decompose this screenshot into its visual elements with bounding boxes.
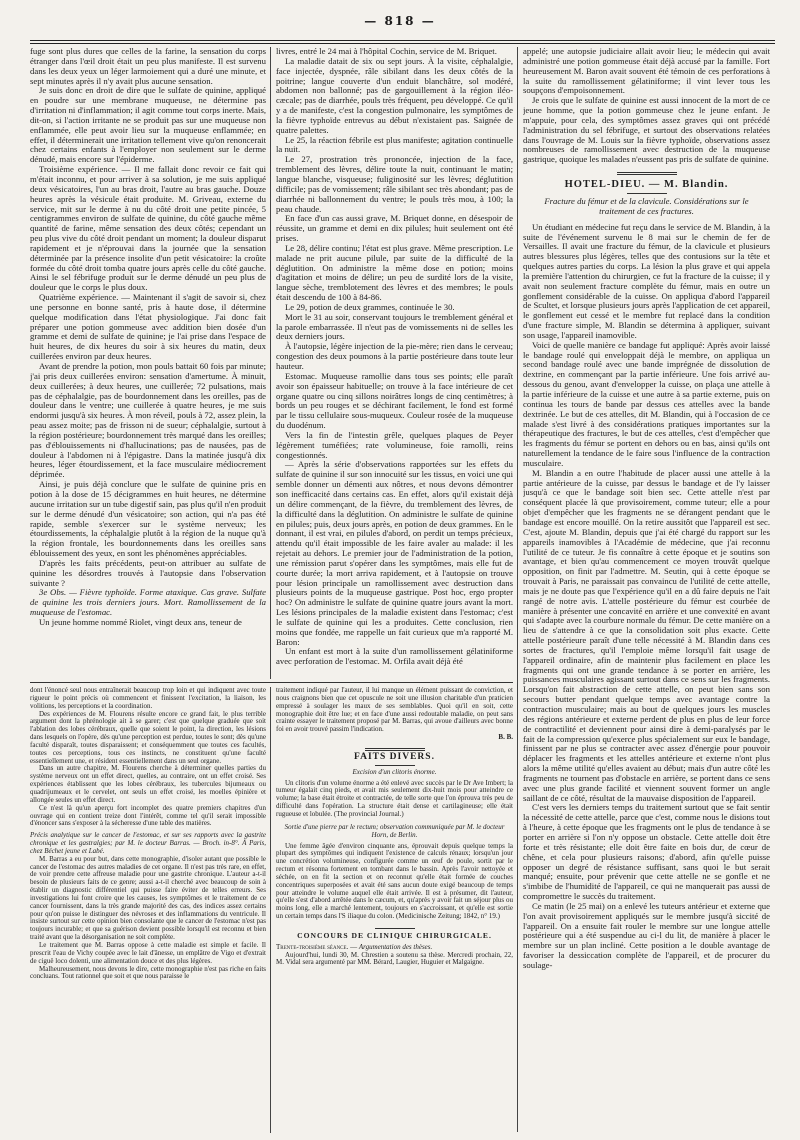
- concours-session: Trente-troisième séance.: [276, 942, 349, 951]
- paragraph: Malheureusement, nous devons le dire, cette monographie n'est pas riche en faits concluans. Tout rationnel que soit et que nous paraisse le: [30, 964, 266, 981]
- concours-subject: Argumentation des thèses.: [358, 942, 433, 951]
- paragraph: Aujourd'hui, lundi 30, M. Chrestien a soutenu sa thèse. Mercredi prochain, 22, M. Vidal sera argumenté par MM. Bérard, Laugier, Huguier et Malgaigne.: [276, 950, 513, 967]
- section-rule: [30, 682, 513, 683]
- sortie-title: Sortie d'une pierre par le rectum; observation communiquée par M. le docteur Horn, de Berlin.: [284, 822, 505, 839]
- paragraph: fuge sont plus dures que celles de la farine, la sensation du corps étranger dans l'œil droit était un peu plus manifeste. Il est survenu dans les deux yeux un léger larmoiement qui a duré une minute, et sept minutes après il n'y avait plus aucune sensation.: [30, 47, 266, 86]
- paragraph: Le 29, potion de deux grammes, continuée le 30.: [285, 301, 455, 312]
- paragraph: D'après les faits précédents, peut-on attribuer au sulfate de quinine les désordres trouvés à l'autopsie dans l'observation suivante ?: [30, 557, 266, 588]
- paragraph: Quatrième expérience. — Maintenant il s'agit de savoir si, chez une personne en bonne santé, pris à haute dose, il détermine quelque modification dans l'état physiologique. J'ai donc fait préparer une potion gommeuse avec addition bien dosée d'un gramme et demi de sulfate de quinine; je l'ai prise dans l'espace de huit heures, de dix heures du soir à six heures du matin, deux cuillerées environ par deux heures.: [30, 292, 266, 362]
- header-rule: [30, 40, 775, 41]
- paragraph: Des expériences de M. Flourens résulte encore ce grand fait, le plus terrible argument dont la phrénologie ait à se garer; c'est que quelque graduée que soit l'ablation des lobes cérébraux, quelle que soient le point, la direction, les lésions dans lesquels on l'opère, dès qu'une perception est perdue, toutes le sont; dès qu'une faculté disparaît, toutes disparaissent; et conséquemment que toutes ces facultés, toutes ces perceptions, tous ces instincts, ne constituent qu'une faculté essentiellement une, et résident essentiellement dans un seul organe.: [30, 709, 266, 765]
- paragraph: En face d'un cas aussi grave, M. Briquet donne, en désespoir de réussite, un gramme et demi en dix pilules; huit seulement ont été prises.: [276, 213, 513, 244]
- paragraph: Estomac. Muqueuse ramollie dans tous ses points; elle paraît avoir son épaisseur habituelle; on trouve à la face intérieure de cet organe quatre ou cinq sillons noirâtres longs de cinq centimètres; à bords un peu rouges et se déchirant facilement, le fond est formé par le tissu cellulaire sous-muqueux. Couleur rosée de la muqueuse du duodénum.: [276, 370, 513, 431]
- paragraph: Mort le 31 au soir, conservant toujours le tremblement général et la parole embarrassée. Il n'eut pas de vomissements ni de selles les deux derniers jours.: [276, 311, 513, 342]
- paragraph: dont l'énoncé seul nous entraînerait beaucoup trop loin et qui indiquent avec toute rigueur le point précis où commencent et finissent l'excitation, la liaison, les volitions, les perceptions et la coordination.: [30, 687, 266, 710]
- paragraph: — Après la série d'observations rapportées sur les effets du sulfate de quinine il sur son innocuité sur les tissus, en voici une qui semble donner un démenti aux nôtres, et nous devons démontrer son inefficacité dans certains cas. En effet, alors qu'il existait déjà un délire commençant, de la fièvre, du tremblement des lèvres, de la difficulté dans la déglutition. On administre le sulfate de quinine en pilules; puis, deux jours après, en potion de deux grammes. En le donnant, il est vrai, en pilules d'abord, on perdit un temps précieux, attendu qu'il était impossible de les faire avaler au malade: il les rejetait au dehors. Le premier jour de l'administration de la potion, une rémission parut s'opérer dans les symptômes, mais elle fut de courte durée; la mort arriva rapidement, et à l'autopsie on trouve pour lésion principale un ramollissement avec destruction dans plusieurs points de la muqueuse gastrique. Post hoc, ergo propter hoc? On administre le sulfate de quinine quatre jours avant la mort. Les lésions principales de la maladie existent dans l'estomac; c'est le sulfate de quinine qui les a produites. Cette conclusion, rien moins que fondée, me rappelle un fait curieux que m'a rapporté M. Baron:: [276, 459, 513, 647]
- paragraph: La maladie datait de six ou sept jours. À la visite, céphalalgie, face injectée, dyspnée, râle sibilant dans les deux côtés de la poitrine; langue couverte d'un enduit blanchâtre, sol modéré, abdomen non ballonné; pas de gargouillement à la région iléo-cæcale; pas de diarrhée, pouls très fréquent, peu développé. Ce qu'il y a de manifeste, c'est la congestion pulmonaire, les symptômes de la fièvre typhoïde entrevus au début n'existaient pas. Saignée de quatre palettes.: [276, 55, 513, 135]
- paragraph: Troisième expérience. — Il me fallait donc revoir ce fait qui m'était inconnu, et pour arriver à sa solution, je me suis appliqué deux vésicatoires, l'un au bras droit, l'autre au bras gauche. Douze heures après la vésicule était produite. M. Griveau, externe du service, mit sur le derme à nu du côté droit une petite pincée, 5 centigrammes environ de sulfate de quinine, du côté gauche même quantité de farine, même sensation des deux côtés; cependant un peu plus vive du côté droit pendant un moment; la douleur disparut rapidement et je n'éprouvai dans la journée que la sensation déterminée par la présence insolite d'un petit vésicatoire: la croûte formée du côté droit tomba quatre jours après celle du côté gauche. Ainsi le sel fébrifuge produit sur le derme dénudé un peu plus de douleur que le corps le plus doux.: [30, 164, 266, 293]
- faits-divers-heading: FAITS DIVERS.: [354, 751, 435, 762]
- hotel-dieu-subtitle: Fracture du fémur et de la clavicule. Considérations sur le traitement de ces fractures.: [544, 195, 749, 216]
- paragraph: Un clitoris d'un volume énorme a été enlevé avec succès par le Dr Ave Imbert; la tumeur égalait cinq pieds, et avait mis seulement dix-huit mois pour atteindre ce volume; la base était étroite et contractée, de telle sorte que l'on éprouva très peu de difficulté dans l'opération. La structure était dense et cartilagineuse; elle était rugueuse et lobulée. (The provincial Journal.): [276, 778, 513, 818]
- column-2-lower: traitement indiqué par l'auteur, il lui manque un élément puissant de conviction, et nous craignons bien que cet opuscule ne soit une illusion charitable d'un praticien empressé à soulager les maux de ses semblables. Quoi qu'il en soit, cette monographie doit être lue; et en face d'une aussi redoutable maladie, on peut sans crainte essayer le traitement proposé par M. Barras, qui avoue d'ailleurs avec bonne foi en avoir trouvé passim l'indication. B. B. FAITS DIVERS. Excision d'un clitoris énorme. Un clitoris d'un volume énorme a été enlevé avec succès par le Dr Ave Imbert; la tumeur égalait cinq pieds, et avait mis seulement dix-huit mois pour atteindre ce volume; la base était étroite et contractée, de telle sorte que l'on éprouva très peu de difficulté dans l'opération. La structure était dense et cartilagineuse; elle était rugueuse et lobulée. (The provincial Journal.) Sortie d'une pierre par le rectum; observation communiquée par M. le docteur Horn, de Berlin. Une femme âgée d'environ cinquante ans, éprouvait depuis quelque temps la plupart des symptômes qui indiquent l'existence de calculs rénaux; lorsqu'un jour une concrétion volumineuse, configurée comme un œuf de poule, sortit par le rectum et résonna fortement en tombant dans le bassin. Après l'avoir nettoyée et séchée, on en fit la section et on reconnut qu'elle était formée de couches concentriques superposées et avait été sans aucun doute exigé beaucoup de temps pour atteindre le volume auquel elle était arrivée. Il est à présumer, dit l'auteur, qu'elle s'est d'abord arrêtée dans le cæcum, et, qu'après y avoir fait un séjour plus ou moins long, elle a marché lentement, toujours en s'accroissant, et qu'elle est sortie un certain temps dans l'S iliaque du colon. (Medicinische Zeitung; 1842, n° 19.) CONCOURS DE CLINIQUE CHIRURGICALE. Trente-troisième séance. — Argumentation des thèses. Aujourd'hui, lundi 30, M. Chrestien a soutenu sa thèse. Mercredi prochain, 22, M. Vidal sera argumenté par MM. Bérard, Laugier, Huguier et Malgaigne.: [276, 687, 513, 967]
- paragraph: Voici de quelle manière ce bandage fut appliqué: Après avoir laissé le bandage roulé qui enveloppait déjà le membre, on appliqua un second bandage roulé avec une bande imprégnée de dissolution de dextrine, en commençant par la partie inférieure. Une fois arrivé au-dessous du genou, avant d'envelopper la cuisse, on plaça une attelle à la partie inférieure de la cuisse et une autre à sa partie externe, puis on continua les tours de bande par dessus ces attelles avec la bande dextrinée. Le but de ces attelles, dit M. Blandin, qui à l'occasion de ce malade s'est livré à des considérations pratiques importantes sur la thérapeutique des fractures, le but de ces attelles, c'est d'empêcher que les fragments du fémur se portent en dehors ou en bas, ainsi qu'ils ont naturellement la tendance de le faire sous l'influence de la contraction musculaire.: [523, 339, 770, 468]
- paragraph: Dans un autre chapitre, M. Flourens cherche à déterminer quelles parties du système nerveux ont un effet direct, quelles, au contraire, ont un effet croisé. Ses expériences établissent que les lobes cérébraux, les tubercules bijumeaux ou quadrijumeaux et le cervelet, ont seuls un effet croisé, les moelles épinière et allongée seules un effet direct.: [30, 764, 266, 804]
- book-review-title: Précis analytique sur le cancer de l'estomac, et sur ses rapports avec la gastrite chronique et les gastralgies; par M. le docteur Barras. — Broch. in-8°. À Paris, chez Béchet jeune et Labé.: [30, 831, 266, 855]
- column-3: [523, 47, 770, 1133]
- paragraph: Je crois que le sulfate de quinine est aussi innocent de la mort de ce jeune homme, que la potion gommeuse chez le jeune enfant. Je m'appuie, pour cela, des symptômes assez graves qui ont précédé l'administration du sel fébrifuge, et surtout des observations relatées dans l'ouvrage de M. Louis sur la fièvre typhoïde, observations assez nombreuses de ramollissement avec destruction de la muqueuse gastrique, quoique les malades n'eussent pas pris de sulfate de quinine.: [523, 95, 770, 165]
- paragraph: appelé; une autopsie judiciaire allait avoir lieu; le médecin qui avait administré une potion gommeuse était déjà accusé par la famille. Fort heureusement M. Baron avait souvent été témoin de ces perforations à la suite du ramollissement gélatiniforme; il vint lever tous les soupçons d'empoisonnement.: [523, 47, 770, 96]
- ornament-rule: [617, 172, 677, 175]
- header-rule-2: [30, 43, 775, 44]
- paragraph: Le traitement que M. Barras oppose à cette maladie est simple et facile. Il prescrit l'eau de Vichy coupée avec le lait d'ânesse, un emplâtre de Vigo et d'extrait de ciguë loco dolenti, une alimentation douce et des plus légères.: [30, 941, 266, 965]
- paragraph: traitement indiqué par l'auteur, il lui manque un élément puissant de conviction, et nous craignons bien que cet opuscule ne soit une illusion charitable d'un praticien empressé à soulager les maux de ses semblables. Quoi qu'il en soit, cette monographie doit être lue; et en face d'une aussi redoutable maladie, on peut sans crainte essayer le traitement proposé par M. Barras, qui avoue d'ailleurs avec bonne foi en avoir trouvé passim l'indication.: [276, 687, 513, 734]
- paragraph: Le 28, délire continu; l'état est plus grave. Même prescription. Le malade ne prit aucune pilule, par suite de la difficulté de la déglutition. On administre la même dose en potion; moins d'agitation et moins de délire; un peu de surdité lors de la visite, langue sèche, tremblotement des lèvres et des membres; le pouls était descendu de 100 à 84-86.: [276, 242, 513, 303]
- separator: [627, 193, 667, 194]
- concours-heading: CONCOURS DE CLINIQUE CHIRURGICALE.: [297, 930, 492, 940]
- excision-title: Excision d'un clitoris énorme.: [352, 767, 437, 776]
- paragraph: Un enfant est mort à la suite d'un ramollissement gélatiniforme avec perforation de l'estomac. M. Orfila avait déjà été: [276, 646, 513, 667]
- paragraph: C'est vers les derniers temps du traitement surtout que se fait sentir la nécessité de cette attelle, parce que c'est, comme nous le disions tout à l'heure, à cette époque que les fragments ont le plus de tendance à se porter en arrière si l'on n'y oppose un obstacle. Cette attelle doit être forte et très résistante; elle doit être faite en bois dur, de cœur de chêne, et cela pour plusieurs raisons; d'abord, afin qu'elle puisse opposer un degré de résistance suffisant, sans quoi le but serait manqué; ensuite, pour prévenir que cette attelle ne se gonfle et ne s'imbibe de l'humidité de l'appareil, ce qui ne manquerait pas aussi de compromettre le succès du traitement.: [523, 802, 770, 902]
- paragraph: Un étudiant en médecine fut reçu dans le service de M. Blandin, à la suite de l'événement survenu le 8 mai sur le chemin de fer de Versailles. Il avait une fracture du fémur, de la clavicule et plusieurs autres blessures plus légères, telles que des contusions sur la tête et quelques autres parties du corps. La lésion la plus grave et qui appela la première l'attention du chirurgien, ce fut la fracture de la cuisse; il y avait non seulement fracture complète du fémur, mais en outre un gonflement considérable de la cuisse. On appliqua d'abord l'appareil de Scultet, et lorsque plusieurs jours après l'application de cet appareil, le gonflement eut cessé et le membre fut replacé dans la condition d'une fracture simple, M. Blandin se détermina à appliquer, suivant son usage, l'appareil inamovible.: [523, 221, 770, 340]
- column-1-lower: [30, 687, 266, 1133]
- column-divider: [270, 687, 271, 1133]
- paragraph: Avant de prendre la potion, mon pouls battait 60 fois par minute; j'ai pris deux cuillerées environ: sensation d'amertume. À minuit, deux cuillerées; à deux heures, une cuillerée; 72 pulsations, mais pas de céphalalgie, pas de bourdonnement dans les oreilles, pas de douleur dans le ventre; une cuillerée à quatre heures, je me suis endormi jusqu'à six heures. À mon réveil, pouls à 72, assez plein, la peau assez moite; pas de frisson ni de sueur; céphalalgie, surtout à la région postérieure; bourdonnement très marqué dans les oreilles; pas d'éblouissements ni d'hallucinations; pas de nausées, pas de douleur à l'abdomen ni à l'épigastre. Dans la matinée jusqu'à dix heures, léger étourdissement, et la face musculaire médiocrement déprimée.: [30, 361, 266, 480]
- paragraph: Je suis donc en droit de dire que le sulfate de quinine, appliqué en poudre sur une membrane muqueuse, ne détermine pas d'irritation ni d'inflammation; il agit comme tout corps inerte. Mais, dit-on, si l'action irritante ne se produit pas sur une muqueuse non enflammée, elle peut avoir lieu sur la muqueuse enflammée; en effet, il déterminerait une irritation tellement vive qu'on renoncerait chez certains enfants à l'employer non seulement sur le derme dénudé, mais encore sur l'épiderme.: [30, 85, 266, 165]
- column-1: [30, 47, 266, 679]
- paragraph: Le 25, la réaction fébrile est plus manifeste; agitation continuelle la nuit.: [276, 134, 513, 155]
- paragraph: À l'autopsie, légère injection de la pie-mère; rien dans le cerveau; congestion des deux poumons à la partie postérieure dans toute leur hauteur.: [276, 341, 513, 371]
- paragraph: Ainsi, je puis déjà conclure que le sulfate de quinine pris en potion à la dose de 15 décigrammes en huit heures, ne détermine aucune irritation sur un tube digestif sain, pas plus qu'il n'en produit sur le derme dénudé d'un vésicatoire; son action, qui n'a pas été rapide, semble s'exercer sur le système nerveux; les étourdissements, la céphalalgie plutôt à la région de la nuque qu'à la région frontale, les bourdonnements dans les oreilles sans éblouissement des yeux, en sont les phénomènes appréciables.: [30, 479, 266, 559]
- separator: [375, 765, 415, 766]
- hotel-dieu-heading: HOTEL-DIEU. — M. Blandin.: [564, 179, 729, 191]
- column-2: [276, 47, 513, 679]
- paragraph: M. Blandin a en outre l'habitude de placer aussi une attelle à la partie antérieure de la cuisse, par dessus le bandage et de l'y laisser jusqu'à ce que le bandage soit bien sec. Cette attelle n'est par conséquent placée là que provisoirement, comme tuteur; elle a pour objet d'empêcher que les fragments ne se dérangent pendant que le bandage est encore mouillé. On la retire aussitôt que l'appareil est sec. C'est, ajoute M. Blandin, depuis que j'ai été chargé du rapport sur les appareils inamovibles à l'Académie de médecine, que j'ai reconnu l'utilité de ce tuteur. Je fis connaître à cette époque et je soutins son avantage, et bien qu'au commencement ce moyen trouvât quelque opposition, on finit par l'admettre. M. Seutin, qui à cette époque se trouvait à Paris, ne paraissait pas convaincu de l'utilité de cette attelle, mais je ne doute pas que l'expérience qu'il en a dû faire depuis ne l'ait rangé de notre avis. L'attelle postérieure du fémur est courbée de manière à présenter une concavité en arrière et une convexité en avant qui s'adapte avec la courbure normale du fémur. De cette manière on a lieu de s'attendre à ce que la consolidation soit plus exacte. Cette attelle postérieure paraît d'une telle nécessité à M. Blandin dans ces sortes de fractures, qu'il l'emploie même lorsqu'il fait usage de l'appareil ordinaire, afin de maintenir plus facilement en place les fragments qui ont une grande tendance à se porter en arrière, les puissances musculaires agissant surtout dans ce sens sur les fragments. Lorsqu'on fait abstraction de cette attelle, on peut bien sans son secours butter pendant quelque temps avec avantage contre la contraction musculaire; mais au bout de quelques jours les muscles des régions antérieure et externe perdent de plus en plus de leur force de contractilité et deviennent pour ainsi dire à demi-paralysés par le fait de la compression qu'exerce plus spécialement sur eux le bandage, finissent par ne plus se contracter avec assez d'énergie pour pouvoir déplacer les fragments et les attelles antérieure et externe n'ont plus alors la même utilité qu'elles avaient au début; mais d'un autre côté les fragments ne tournent pas d'obstacle en arrière, se portent dans ce sens avec une plus grande facilité et viennent souvent former un angle saillant de ce côté, résultat de la mauvaise disposition de l'appareil.: [523, 467, 770, 803]
- paragraph: Le 27, prostration très prononcée, injection de la face, tremblement des lèvres, délire toute la nuit, continuant le matin; langue blanche, visqueuse; fuliginosité sur les lèvres; déglutition difficile; pas de vomissement; râle sibilant sec très abondant; pas de diarrhée ni ballonnement du ventre; le pouls très mou, à 100; la peau chaude.: [276, 154, 513, 214]
- separator: [375, 928, 415, 929]
- paragraph: M. Barras a eu pour but, dans cette monographie, d'isoler autant que possible le cancer de l'estomac des autres maladies de cet organe. Il n'est pas très rare, en effet, de voir prendre cette affreuse maladie pour une gastrite chronique. L'auteur a-t-il besoin de plusieurs faits de ce genre; aussi a-t-il cherché avec beaucoup de soin à établir un diagnostic différentiel qui puisse faire éviter de telles erreurs. Ses investigations lui font croire que les causes, les symptômes et le traitement de ce cancer fournissent, dans la très grande majorité des cas, des indices assez certains pour qu'on puisse le distinguer des névroses et des inflammations du ventricule. Il insiste surtout sur cette opinion bien consolante que le cancer de l'estomac n'est pas toujours incurable; et que sa guérison devient possible lorsqu'il est reconnu et bien traité avant que la désorganisation ne soit complète.: [30, 854, 266, 942]
- paragraph: Un jeune homme nommé Riolet, vingt deux ans, teneur de: [39, 616, 242, 627]
- paragraph: Ce n'est là qu'un aperçu fort incomplet des quatre premiers chapitres d'un ouvrage qui en contient treize dont l'intérêt, comme tel qu'il serait impossible d'énoncer sans s'exposer à la sécheresse d'une table des matières.: [30, 803, 266, 828]
- signature: B. B.: [498, 733, 513, 742]
- paragraph: Une femme âgée d'environ cinquante ans, éprouvait depuis quelque temps la plupart des symptômes qui indiquent l'existence de calculs rénaux; lorsqu'un jour une concrétion volumineuse, configurée comme un œuf de poule, sortit par le rectum et résonna fortement en tombant dans le bassin. Après l'avoir nettoyée et séchée, on en fit la section et on reconnut qu'elle était formée de couches concentriques superposées et avait été sans aucun doute exigé beaucoup de temps pour atteindre le volume auquel elle était arrivée. Il est à présumer, dit l'auteur, qu'elle s'est d'abord arrêtée dans le cæcum, et, qu'après y avoir fait un séjour plus ou moins long, elle a marché lentement, toujours en s'accroissant, et qu'elle est sortie un certain temps dans l'S iliaque du colon. (Medicinische Zeitung; 1842, n° 19.): [276, 841, 513, 921]
- ornament-rule: [365, 748, 425, 751]
- column-divider: [270, 47, 271, 679]
- page-number: — 818 —: [364, 14, 436, 28]
- paragraph: livres, entré le 24 mai à l'hôpital Cochin, service de M. Briquet.: [276, 47, 497, 56]
- column-divider: [517, 47, 518, 1132]
- paragraph: Ce matin (le 25 mai) on a enlevé les tuteurs antérieur et externe que l'on avait provisoirement appliqués sur le membre jusqu'à siccité de l'appareil. On a ensuite fait rouler le membre sur une longue attelle postérieure qui a été suspendue au ci-l du lit, de manière à placer le membre sur un plan incliné. Cette position a le double avantage de favoriser la dessiccation complète de l'appareil, et de procurer du soulage-: [523, 900, 770, 970]
- paragraph: Vers la fin de l'intestin grêle, quelques plaques de Peyer légèrement tuméfiées; rate volumineuse, foie ramolli, reins congestionnés.: [276, 429, 513, 460]
- observation-title: 3e Obs. — Fièvre typhoïde. Forme ataxique. Cas grave. Sulfate de quinine les trois derniers jours. Mort. Ramollissement de la muqueuse de l'estomac.: [30, 587, 266, 618]
